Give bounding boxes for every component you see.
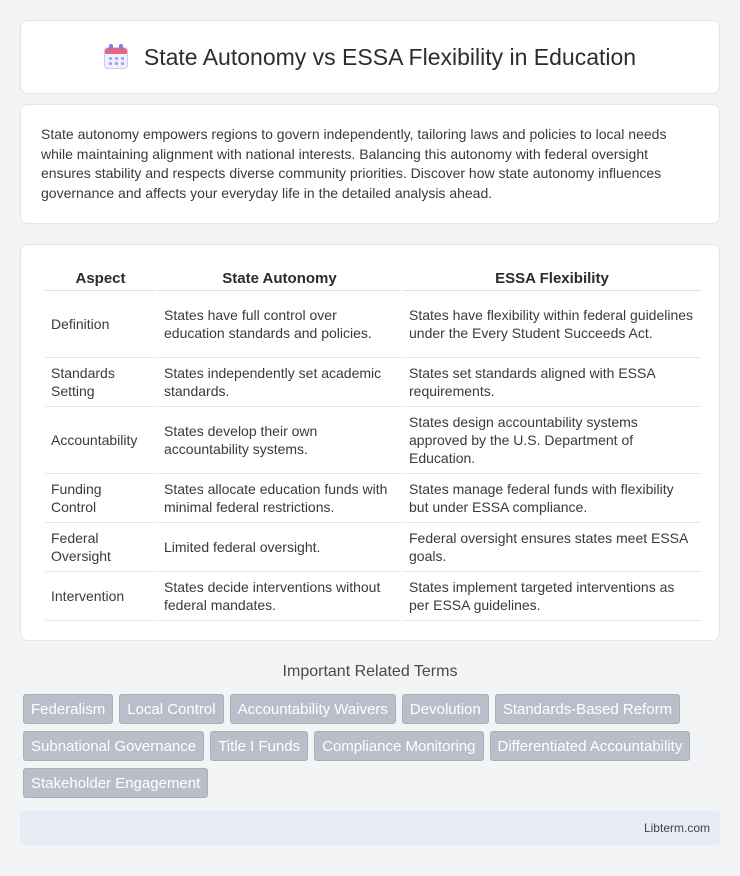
row-essa-flexibility: States set standards aligned with ESSA requirements. [403, 358, 701, 407]
footer-brand-link[interactable]: Libterm.com [643, 821, 710, 835]
tag-accountability-waivers[interactable]: Accountability Waivers [230, 694, 396, 724]
table-row [45, 474, 701, 523]
tag-devolution[interactable]: Devolution [402, 694, 489, 724]
row-aspect: Intervention [45, 572, 156, 621]
row-essa-flexibility: States manage federal funds with flexibility but under ESSA compliance. [403, 474, 701, 523]
tag-title-i-funds[interactable]: Title I Funds [210, 731, 308, 761]
header-essa-flexibility: ESSA Flexibility [403, 265, 701, 291]
header-state-autonomy: State Autonomy [158, 265, 401, 291]
footer [20, 811, 720, 845]
related-terms-title: Important Related Terms [282, 663, 458, 680]
row-state-autonomy: Limited federal oversight. [158, 523, 401, 572]
row-aspect: Funding Control [45, 474, 156, 523]
calendar-icon [104, 44, 128, 70]
tag-standards-based-reform[interactable]: Standards-Based Reform [495, 694, 680, 724]
page-title: State Autonomy vs ESSA Flexibility in Education [143, 43, 637, 70]
row-essa-flexibility: States have flexibility within federal guidelines under the Every Student Succeeds Act. [403, 291, 701, 358]
table-row [45, 523, 701, 572]
intro-card [20, 104, 720, 224]
tag-differentiated-accountability[interactable]: Differentiated Accountability [490, 731, 691, 761]
row-aspect: Standards Setting [45, 358, 156, 407]
row-state-autonomy: States develop their own accountability systems. [158, 407, 401, 474]
table-row [45, 358, 701, 407]
title-card [20, 20, 720, 94]
intro-text: State autonomy empowers regions to govern independently, tailoring laws and policies to local needs while maintaining alignment with national interests. Balancing this autonomy with federal oversight ensures stability and respects diverse community priorities. Discover how state autonomy influences governance and affects your everyday life in the detailed analysis ahead. [41, 126, 667, 201]
table-row [45, 291, 701, 358]
row-state-autonomy: States independently set academic standards. [158, 358, 401, 407]
tag-compliance-monitoring[interactable]: Compliance Monitoring [314, 731, 483, 761]
row-state-autonomy: States decide interventions without federal mandates. [158, 572, 401, 621]
comparison-table-card [20, 244, 720, 641]
row-state-autonomy: States have full control over education standards and policies. [158, 291, 401, 358]
table-header-row [45, 265, 701, 291]
tag-subnational-governance[interactable]: Subnational Governance [23, 731, 204, 761]
comparison-table [43, 265, 703, 621]
tag-stakeholder-engagement[interactable]: Stakeholder Engagement [23, 768, 208, 798]
row-essa-flexibility: Federal oversight ensures states meet ESSA goals. [403, 523, 701, 572]
row-aspect: Definition [45, 291, 156, 358]
row-aspect: Accountability [45, 407, 156, 474]
table-row [45, 407, 701, 474]
header-aspect: Aspect [45, 265, 156, 291]
row-state-autonomy: States allocate education funds with minimal federal restrictions. [158, 474, 401, 523]
row-essa-flexibility: States design accountability systems approved by the U.S. Department of Education. [403, 407, 701, 474]
tag-local-control[interactable]: Local Control [119, 694, 223, 724]
table-row [45, 572, 701, 621]
related-terms-list [23, 694, 723, 798]
row-essa-flexibility: States implement targeted interventions as per ESSA guidelines. [403, 572, 701, 621]
tag-federalism[interactable]: Federalism [23, 694, 113, 724]
row-aspect: Federal Oversight [45, 523, 156, 572]
